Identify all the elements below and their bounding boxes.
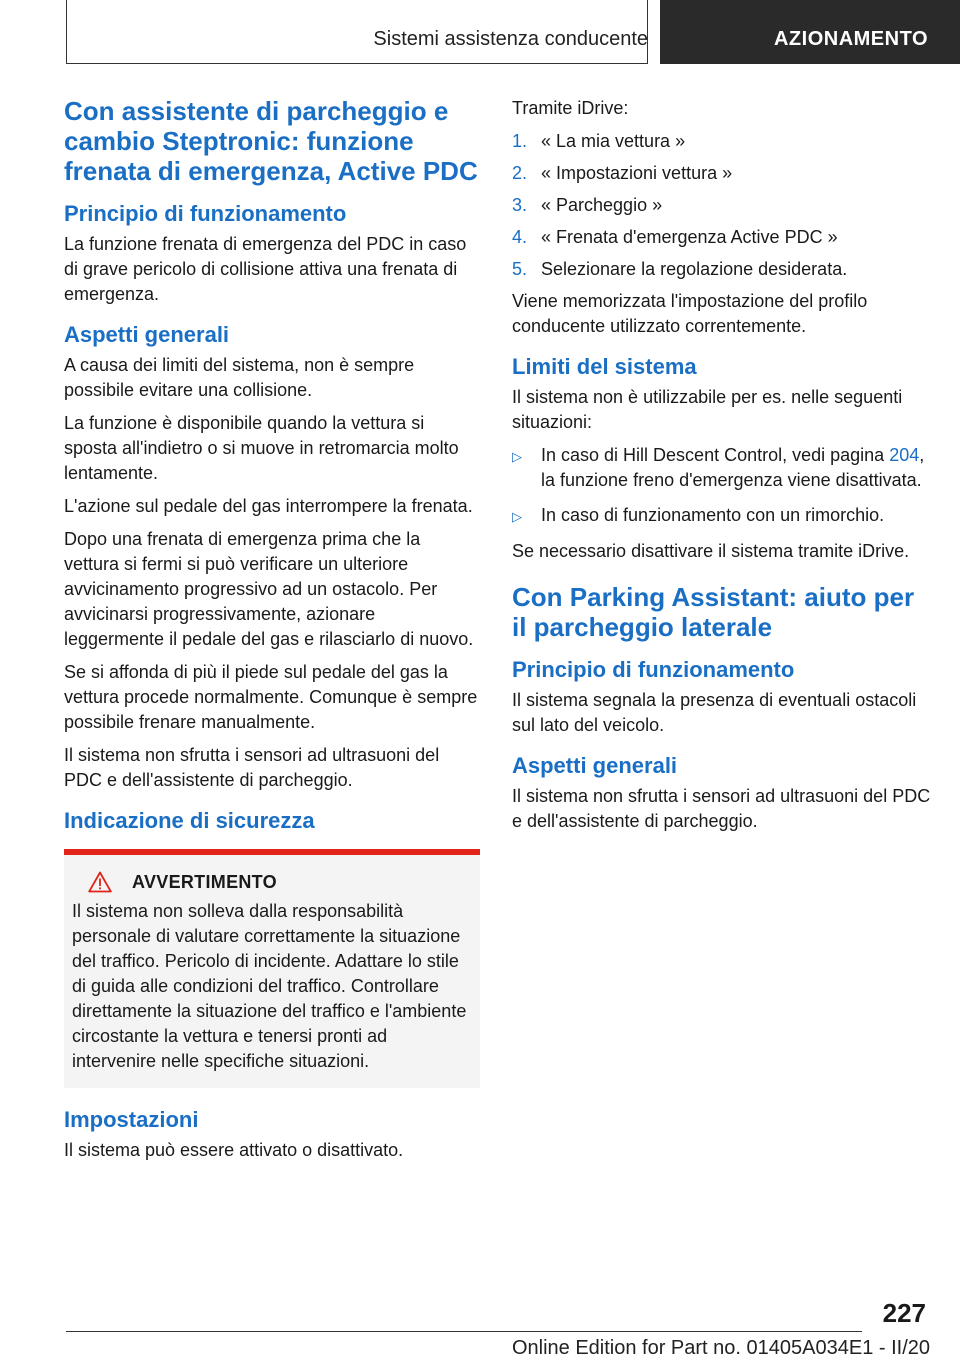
heading-principle: Principio di funzionamento (64, 201, 347, 226)
principle-text: La funzione frenata di emergenza del PDC in caso di grave pericolo di collisione attiva una frenata di emergenza. (64, 234, 467, 304)
bullet-triangle-icon: ▷ (512, 509, 522, 524)
list-item (512, 129, 932, 154)
general-paragraph: L'azione sul pedale del gas interrompere la frenata. (64, 496, 473, 516)
general-paragraph: La funzione è disponibile quando la vettura si sposta all'indietro o si muove in retromarcia molto lentamente. (64, 413, 459, 483)
step-text: « Frenata d'emergenza Active PDC » (541, 227, 838, 247)
footer-edition: Online Edition for Part no. 01405A034E1 - II/20 (511, 1337, 930, 1359)
step-text: « Parcheggio » (541, 195, 663, 215)
heading-limits: Limiti del sistema (512, 354, 697, 379)
list-item (512, 225, 932, 250)
warning-box (64, 849, 480, 1088)
list-item (512, 193, 932, 218)
step-text: Selezionare la regolazione desiderata. (541, 259, 848, 279)
general-paragraph: Se si affonda di più il piede sul pedale del gas la vettura procede normalmente. Comunque è sempre possibile frenare manualmente. (64, 662, 478, 732)
list-item (512, 161, 932, 186)
stored-profile-text: Viene memorizzata l'impostazione del profilo conducente utilizzato correntemente. (512, 291, 868, 336)
warning-header (88, 871, 472, 893)
bullet-text: In caso di funzionamento con un rimorchio. (541, 505, 885, 525)
general-paragraph: A causa dei limiti del sistema, non è sempre possibile evitare una collisione. (64, 355, 415, 400)
warning-text: Il sistema non solleva dalla responsabilità personale di valutare correttamente la situazione del traffico. Pericolo di incidente. Adattare lo stile di guida alle condizioni del traffico. Controllare direttamente la situazione del traffico e l'ambiente circostante la vettura e tenersi pronti ad intervenire nelle specifiche situazioni. (72, 901, 467, 1071)
section-title-active-pdc: Con assistente di parcheggio e cambio Steptronic: funzione frenata di emergenza, Active PDC (64, 96, 478, 186)
step-number: 2. (512, 163, 528, 183)
heading-general: Aspetti generali (512, 753, 678, 778)
page-link-204[interactable]: 204 (889, 445, 920, 465)
warning-triangle-icon (88, 871, 112, 893)
principle-text: Il sistema segnala la presenza di eventuali ostacoli sul lato del veicolo. (512, 690, 917, 735)
footer-divider (66, 1331, 862, 1332)
bullet-triangle-icon: ▷ (512, 449, 522, 464)
header-chapter-title: AZIONAMENTO (773, 28, 928, 50)
bullet-text (541, 443, 932, 493)
header-section-title: Sistemi assistenza conducente (373, 28, 648, 50)
general-paragraph: Il sistema non sfrutta i sensori ad ultrasuoni del PDC e dell'assistente di parcheggio. (64, 745, 440, 790)
general-paragraph: Dopo una frenata di emergenza prima che la vettura si fermi si può verificare un ulteriore avvicinamento progressivo ad un ostacolo. Per avvicinarsi progressivamente, azionare leggermente il pedale del gas e rilasciarlo di nuovo. (64, 529, 474, 649)
heading-settings: Impostazioni (64, 1107, 199, 1132)
step-number: 5. (512, 259, 528, 279)
list-item (512, 503, 932, 529)
left-column (64, 96, 480, 1171)
bullet-text-part: In caso di Hill Descent Control, vedi pagina (541, 445, 890, 465)
right-column (512, 96, 932, 842)
list-item (512, 257, 932, 282)
heading-general: Aspetti generali (64, 322, 230, 347)
page-number: 227 (882, 1298, 926, 1328)
settings-text: Il sistema può essere attivato o disattivato. (64, 1140, 404, 1160)
list-item (512, 443, 932, 493)
step-text: « La mia vettura » (541, 131, 686, 151)
heading-principle: Principio di funzionamento (512, 657, 795, 682)
general-text: Il sistema non sfrutta i sensori ad ultrasuoni del PDC e dell'assistente di parcheggio. (512, 786, 931, 831)
heading-safety: Indicazione di sicurezza (64, 808, 315, 833)
limits-intro: Il sistema non è utilizzabile per es. nelle seguenti situazioni: (512, 387, 903, 432)
step-number: 4. (512, 227, 528, 247)
idrive-intro: Tramite iDrive: (512, 98, 629, 118)
step-text: « Impostazioni vettura » (541, 163, 733, 183)
limits-note: Se necessario disattivare il sistema tramite iDrive. (512, 541, 910, 561)
limits-list (512, 443, 932, 529)
step-number: 3. (512, 195, 528, 215)
idrive-steps (512, 129, 932, 282)
bullet-text-part: , la funzione freno d'emergenza viene disattivata. (541, 445, 925, 490)
step-number: 1. (512, 131, 528, 151)
warning-title: AVVERTIMENTO (132, 871, 277, 892)
section-title-parking-assistant: Con Parking Assistant: aiuto per il parcheggio laterale (512, 582, 915, 642)
